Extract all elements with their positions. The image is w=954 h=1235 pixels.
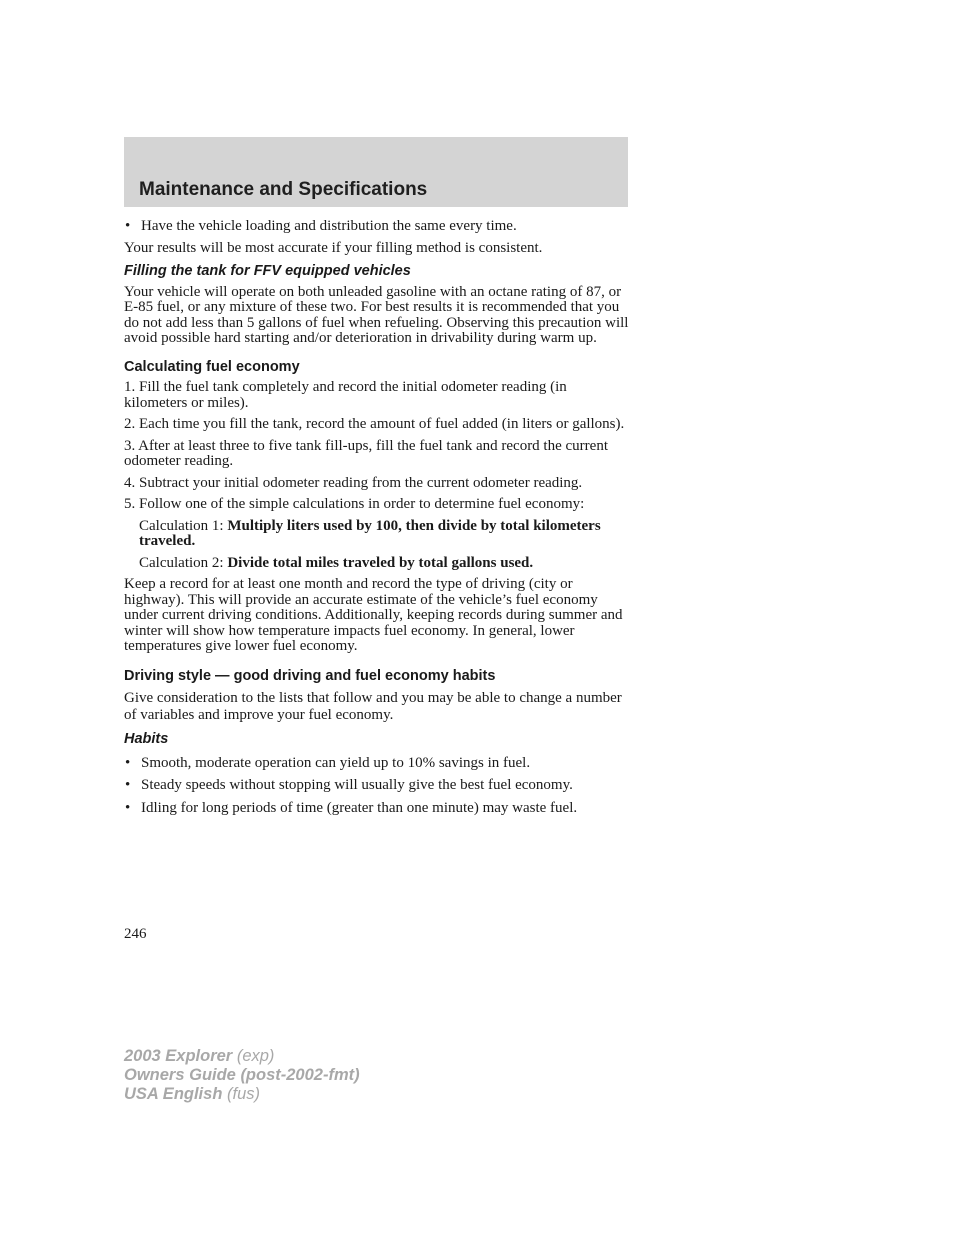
driving-heading: Driving style — good driving and fuel economy habits <box>124 667 496 684</box>
footer-line-2 <box>124 1066 360 1085</box>
calculating-heading: Calculating fuel economy <box>124 358 300 375</box>
bullet-icon: • <box>125 754 131 771</box>
footer-guide: Owners Guide (post-2002-fmt) <box>124 1066 360 1084</box>
calculation-1-label: Calculation 1: <box>139 517 224 534</box>
footer-line-3 <box>124 1085 360 1104</box>
habit-item <box>124 756 630 772</box>
calc-step: 5. Follow one of the simple calculations in order to determine fuel economy: <box>124 496 585 512</box>
calculation-2-text: Divide total miles traveled by total gallons used. <box>227 554 534 571</box>
habit-item <box>124 800 630 817</box>
calc-step: 2. Each time you fill the tank, record the amount of fuel added (in liters or gallons). <box>124 416 625 432</box>
ffv-body: Your vehicle will operate on both unleaded gasoline with an octane rating of 87, or E-85 fuel, or any mixture of these two. For best results it is recommended that you do not add less than 5 gallons of fuel when refueling. Observing this precaution will avoid possible hard starting and/or deterioration in drivability during warm up. <box>124 283 629 346</box>
habit-text: Idling for long periods of time (greater than one minute) may waste fuel. <box>141 800 578 816</box>
footer-model: 2003 Explorer <box>124 1047 233 1065</box>
footer-language-code: (fus) <box>227 1085 260 1103</box>
intro-bullet <box>124 219 630 235</box>
calculation-2 <box>124 556 630 572</box>
footer-language: USA English <box>124 1085 223 1103</box>
habit-text: Steady speeds without stopping will usually give the best fuel economy. <box>141 777 573 793</box>
calculation-1-text: Multiply liters used by 100, then divide by total kilometers traveled. <box>139 517 601 549</box>
calc-step: 4. Subtract your initial odometer reading from the current odometer reading. <box>124 474 583 491</box>
page-number: 246 <box>124 926 147 942</box>
calculation-1 <box>124 519 630 550</box>
document-footer <box>124 1047 360 1104</box>
habits-heading: Habits <box>124 731 169 747</box>
calc-step: 1. Fill the fuel tank completely and record the initial odometer reading (in kilometers or miles). <box>124 379 567 411</box>
calculation-2-label: Calculation 2: <box>139 554 224 571</box>
footer-line-1 <box>124 1047 360 1066</box>
record-note: Keep a record for at least one month and record the type of driving (city or highway). This will provide an accurate estimate of the vehicle’s fuel economy under current driving conditions. Additionally, keeping records during summer and winter will show how temperature impacts fuel economy. In general, lower temperatures give lower fuel economy. <box>124 576 623 654</box>
footer-model-code: (exp) <box>236 1047 275 1065</box>
ffv-heading: Filling the tank for FFV equipped vehicles <box>124 263 411 279</box>
section-header <box>124 137 628 207</box>
bullet-icon: • <box>125 800 131 816</box>
section-title: Maintenance and Specifications <box>139 179 428 200</box>
driving-body: Give consideration to the lists that follow and you may be able to change a number of variables and improve your fuel economy. <box>124 690 622 723</box>
calc-step: 3. After at least three to five tank fill-ups, fill the fuel tank and record the current odometer reading. <box>124 437 608 469</box>
bullet-icon: • <box>125 218 131 234</box>
intro-bullet-text: Have the vehicle loading and distribution the same every time. <box>141 218 517 234</box>
page-content <box>124 219 630 817</box>
bullet-icon: • <box>125 777 131 793</box>
habit-item <box>124 777 630 794</box>
habit-text: Smooth, moderate operation can yield up to 10% savings in fuel. <box>141 754 531 771</box>
intro-note: Your results will be most accurate if your filling method is consistent. <box>124 239 543 256</box>
